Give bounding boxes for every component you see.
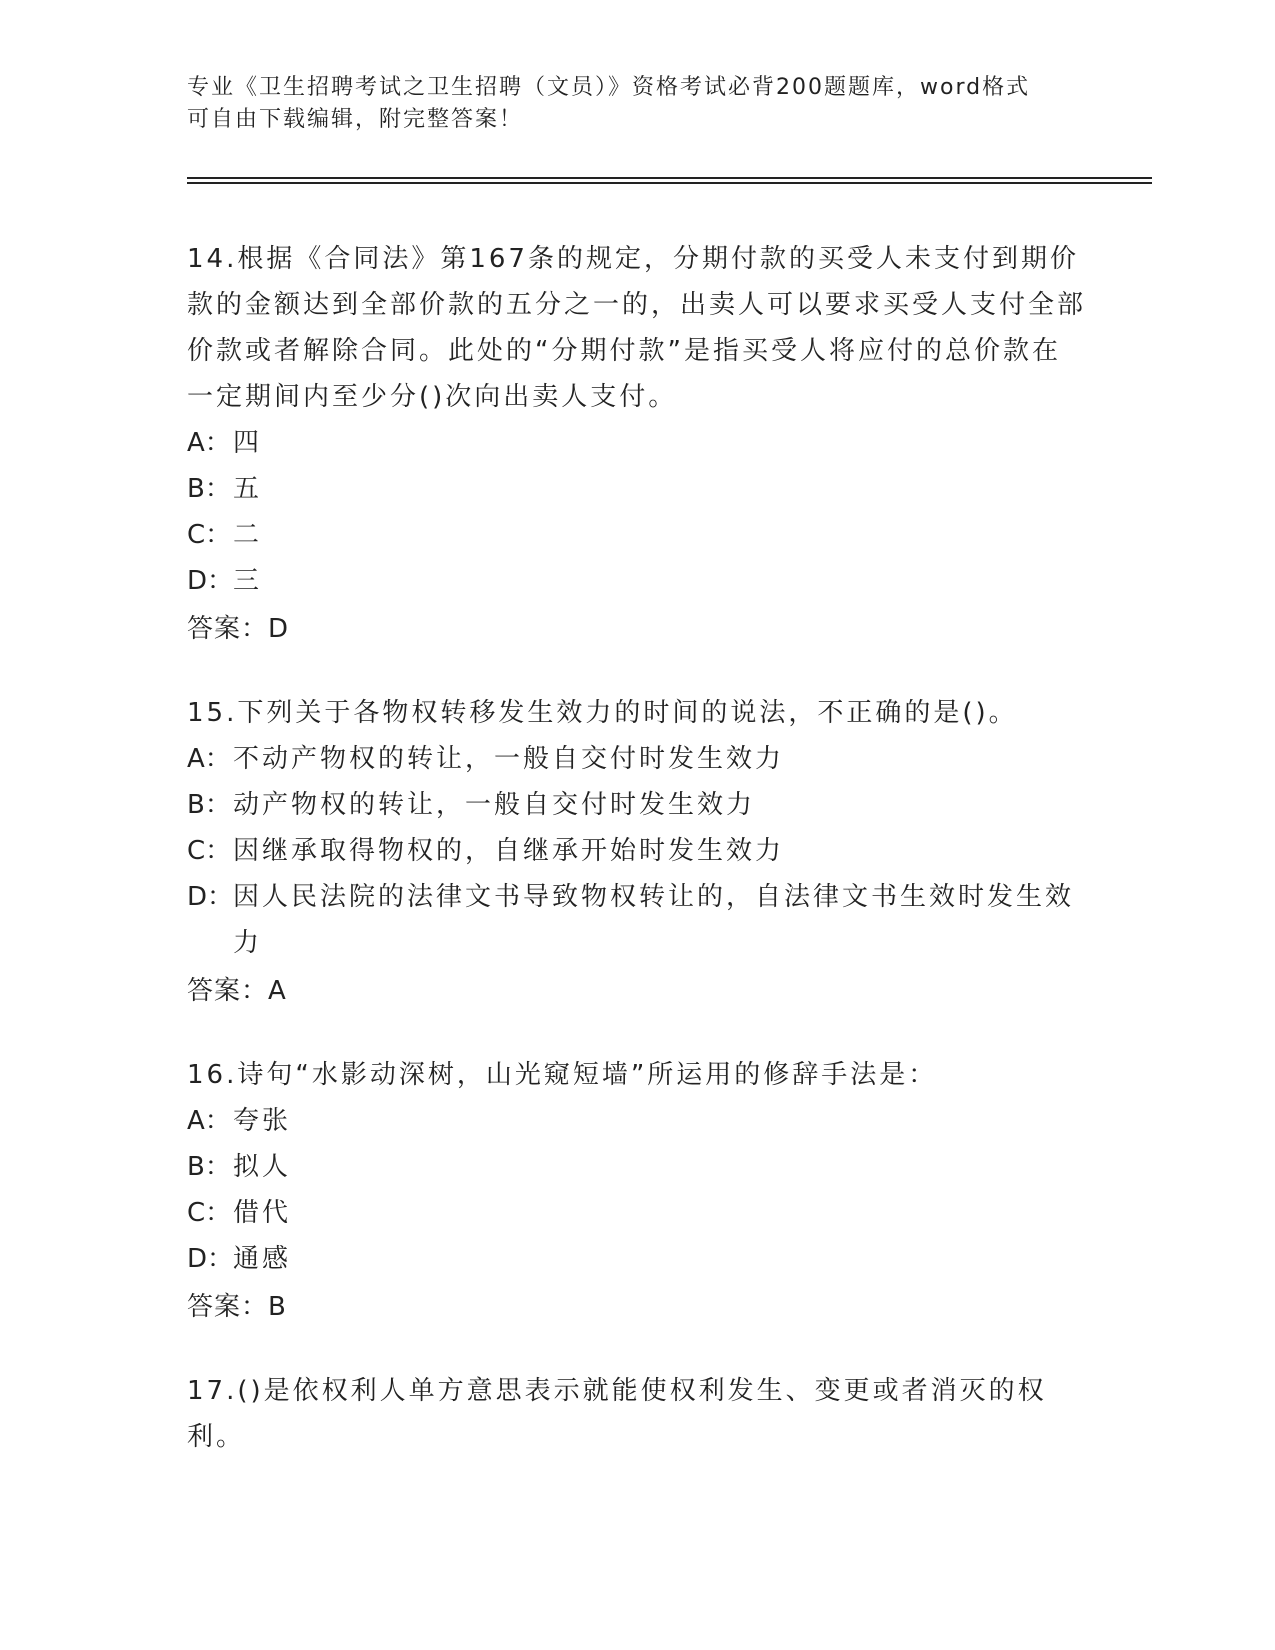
option-a xyxy=(187,420,1087,466)
option-text: 因人民法院的法律文书导致物权转让的，自法律文书生效时发生效力 xyxy=(233,882,1075,958)
option-label: B： xyxy=(187,474,231,504)
option-c xyxy=(187,828,1087,874)
option-text: 动产物权的转让，一般自交付时发生效力 xyxy=(233,790,756,820)
header-line-1: 专业《卫生招聘考试之卫生招聘（文员）》资格考试必背200题题库，word格式 xyxy=(187,75,1031,100)
question-17 xyxy=(187,1368,1087,1460)
option-label: B： xyxy=(187,1152,231,1182)
option-text: 拟人 xyxy=(233,1152,292,1182)
option-label: A： xyxy=(187,428,231,458)
question-list xyxy=(187,236,1087,1498)
question-text: 15.下列关于各物权转移发生效力的时间的说法，不正确的是()。 xyxy=(187,698,1018,728)
option-d xyxy=(187,558,1087,604)
option-d xyxy=(187,874,1087,966)
question-14 xyxy=(187,236,1087,652)
option-text: 不动产物权的转让，一般自交付时发生效力 xyxy=(233,744,785,774)
option-label: D： xyxy=(187,566,234,596)
header-divider-bottom xyxy=(187,182,1152,184)
option-a xyxy=(187,1098,1087,1144)
question-text: 17.()是依权利人单方意思表示就能使权利发生、变更或者消灭的权利。 xyxy=(187,1376,1047,1452)
option-b xyxy=(187,782,1087,828)
option-label: D： xyxy=(187,1244,234,1274)
option-text: 二 xyxy=(233,520,263,550)
question-text: 14.根据《合同法》第167条的规定，分期付款的买受人未支付到期价款的金额达到全部价款的五分之一的，出卖人可以要求买受人支付全部价款或者解除合同。此处的“分期付款”是指买受人将应付的总价款在一定期间内至少分()次向出卖人支付。 xyxy=(187,244,1087,412)
question-16 xyxy=(187,1052,1087,1330)
option-text: 四 xyxy=(233,428,263,458)
option-c xyxy=(187,1190,1087,1236)
option-text: 五 xyxy=(233,474,263,504)
question-text: 16.诗句“水影动深树，山光窥短墙”所运用的修辞手法是： xyxy=(187,1060,938,1090)
header-divider-top xyxy=(187,177,1152,179)
option-label: B： xyxy=(187,790,231,820)
option-text: 借代 xyxy=(233,1198,292,1228)
answer-line: 答案：D xyxy=(187,614,290,644)
option-d xyxy=(187,1236,1087,1282)
option-b xyxy=(187,1144,1087,1190)
option-label: A： xyxy=(187,744,231,774)
option-text: 夸张 xyxy=(233,1106,292,1136)
option-label: C： xyxy=(187,520,232,550)
option-label: C： xyxy=(187,1198,232,1228)
header-line-2: 可自由下载编辑，附完整答案！ xyxy=(187,107,524,132)
question-15 xyxy=(187,690,1087,1014)
option-a xyxy=(187,736,1087,782)
option-label: A： xyxy=(187,1106,231,1136)
option-c xyxy=(187,512,1087,558)
option-text: 三 xyxy=(233,566,263,596)
option-label: D： xyxy=(187,882,234,912)
option-text: 因继承取得物权的，自继承开始时发生效力 xyxy=(233,836,785,866)
option-text: 通感 xyxy=(233,1244,292,1274)
answer-line: 答案：A xyxy=(187,976,287,1006)
answer-line: 答案：B xyxy=(187,1292,287,1322)
document-header xyxy=(187,72,1067,136)
option-label: C： xyxy=(187,836,232,866)
option-b xyxy=(187,466,1087,512)
